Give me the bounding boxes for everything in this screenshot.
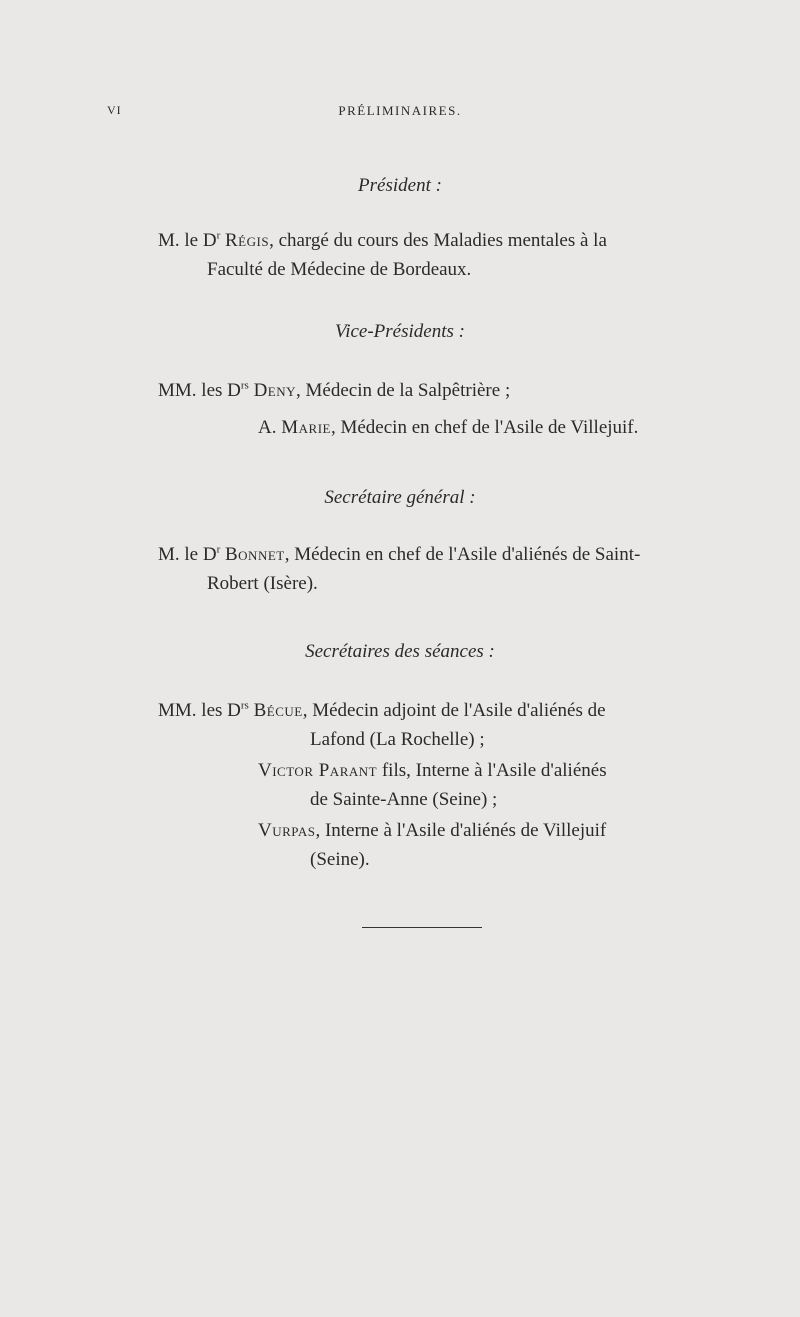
president-name: Régis [225,230,270,251]
session-secretary-line-1: MM. les $D^{rs}$ Bécue, Médecin adjoint de l'Asile d'aliénés de [158,699,606,721]
president-line-1: M. le $D^r$ Régis, chargé du cours des Maladies mentales à la [158,229,607,251]
page-number: VI [107,103,122,117]
vice-presidents-heading: Vice-Présidents : [335,321,465,342]
closing-rule [362,927,482,928]
secretary-general-heading: Secrétaire général : [324,487,476,508]
session-secretaries-heading: Secrétaires des séances : [305,641,495,662]
session-secretary-line-3: Victor Parant fils, Interne à l'Asile d'aliénés [258,760,607,781]
vice-president-line-2: A. Marie, Médecin en chef de l'Asile de Villejuif. [258,417,639,438]
session-secretary-name-2: Victor Parant [258,760,378,781]
vice-president-name-2: Marie [281,417,331,438]
session-secretary-name-1: Bécue [253,700,303,721]
president-line-2: Faculté de Médecine de Bordeaux. [207,259,472,280]
session-secretary-line-4: de Sainte-Anne (Seine) ; [310,789,498,810]
session-secretary-name-3: Vurpas [258,820,316,841]
vice-president-line-1: MM. les $D^{rs}$ Deny, Médecin de la Salpêtrière ; [158,379,511,401]
session-secretary-line-5: Vurpas, Interne à l'Asile d'aliénés de Villejuif [258,820,607,841]
secretary-general-name: Bonnet [225,544,285,565]
running-head [0,103,800,123]
session-secretary-line-6: (Seine). [310,849,370,870]
vice-president-name-1: Deny [253,380,297,401]
secretary-general-line-2: Robert (Isère). [207,573,318,594]
session-secretary-line-2: Lafond (La Rochelle) ; [310,729,485,750]
running-title: PRÉLIMINAIRES. [338,103,462,118]
secretary-general-line-1: M. le $D^r$ Bonnet, Médecin en chef de l'Asile d'aliénés de Saint- [158,543,641,565]
president-heading: Président : [358,175,442,196]
